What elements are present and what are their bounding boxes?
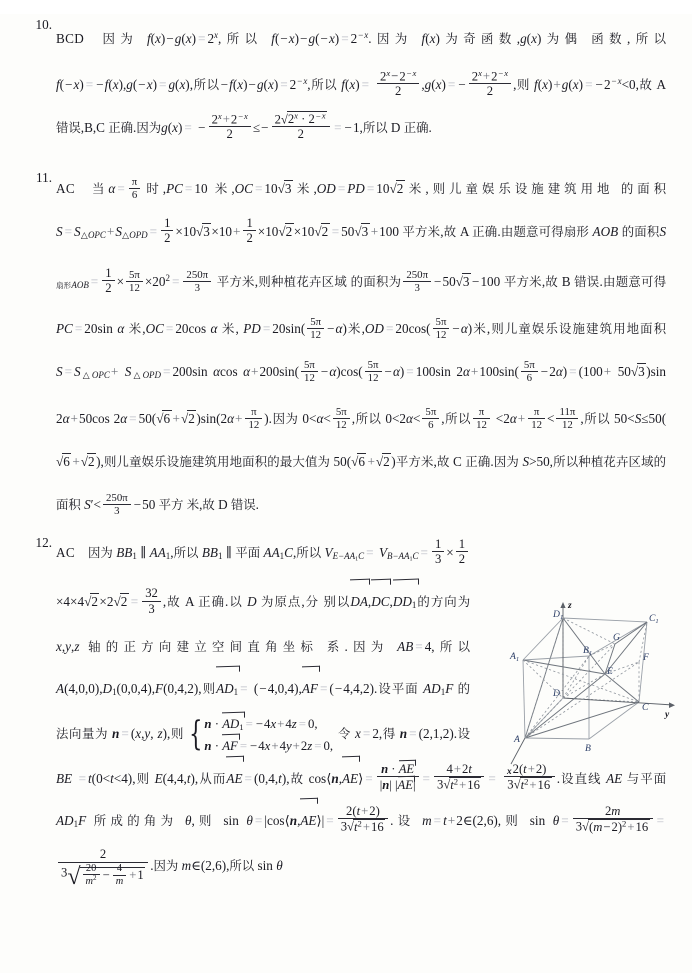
answer-letters: AC (56, 180, 75, 196)
fraction: $\frac{2^x+2^{-x}}{2}$ (209, 112, 251, 142)
line-AE (525, 674, 605, 738)
answer-letters: BCD (56, 30, 85, 46)
dash-DB1 (563, 656, 589, 698)
solution-item-10 (0, 14, 692, 149)
edge-AB (525, 738, 589, 739)
vertex-label-C1: $C_1$ (649, 613, 659, 625)
edge-A1D1 (523, 618, 563, 660)
fraction: $\frac{2√2^x \cdot 2^{-x}}{2}$ (272, 112, 331, 142)
edge-AA1 (523, 660, 525, 738)
vertex-label-B1: $B_1$ (583, 645, 593, 657)
dash-DE (563, 674, 605, 698)
equation-system: { $n \cdot AD_1 = -4x+4z = 0$, n · AF = −4x+4y+2z = 0, (185, 713, 333, 756)
vertex-label-D1: $D_1$ (553, 609, 564, 621)
vertex-label-B: B (585, 743, 591, 754)
solution-number: 10. (35, 17, 52, 32)
solution-body: AC 当α = $\frac{\pi}{6}$ 时,PC = 10 米,OC = 10√3 米,OD = PD = 10√2 米,则儿童娱乐设施建筑用地 的面积$S = S_{\triangle OPC}+S_{\triangle OPD}$ = $\frac{1}{2}$ ×10√3 ×10+ $\frac{1}{2}$ ×10√2 ×10√2 = 50√3 +100 平方米,故 A 正确.由题意可得扇形 AOB 的面积$S_{扇形AOB}$ = $\frac{1}{2}$ × $\frac{5\pi}{12}$ $\times 20^2$ = $\frac{250\pi}{3}$ 平方米,则种植花卉区域 的面积为 $\frac{250\pi}{3}$ −50√3 −100 平方米,故 B 错误.由题意可得 PC = 20sin α 米,OC = 20cos α 米, PD = 20sin( $\frac{5\pi}{12}$ −α)米,OD = 20cos( $\frac{5\pi}{12}$ −α)米,则儿童娱乐设施建筑用地面积 $S = S_{\triangle OPC}+ S_{\triangle OPD} = 200\sin$ αcos α+200sin( $\frac{5\pi}{12}$ −α)cos( $\frac{5\pi}{12}$ −α) = 100sin 2α+100sin( $\frac{5\pi}{6}$ −2α) = (100+ 50√3 )sin 2α+50cos 2α = 50(√6 +√2 )sin(2α+ $\frac{\pi}{12}$ ).因为 0<α< $\frac{5\pi}{12}$ ,所以 0<2α< $\frac{5\pi}{6}$ ,所以 $\frac{\pi}{12}$ <2α+ $\frac{\pi}{12}$ < $\frac{11\pi}{12}$ ,所以 50<S≤50(√6 +√2 ),则儿童娱乐设施建筑用地面积的最大值为 50(√6 +√2 )平方米,故 C 正确.因为 S>50,所以种植花卉区域的面积 S′< $\frac{250\pi}{3}$ −50 平方 米,故 D 错误. (56, 175, 667, 517)
vertex-label-A: A (514, 734, 520, 745)
answer-key-page (0, 14, 692, 973)
cuboid-coordinate-diagram (497, 586, 687, 778)
edge-A1B1 (523, 656, 589, 660)
vertex-label-G: G (613, 632, 620, 643)
vertex-label-F: F (643, 652, 649, 663)
solution-number: 12. (35, 534, 52, 550)
vertex-label-A1: $A_1$ (510, 651, 520, 663)
axis-label-z: z (568, 601, 572, 611)
vertex-label-C: C (642, 702, 649, 713)
answer-letters: AC (56, 544, 75, 560)
vertex-label-D: D (553, 688, 560, 699)
solution-number: 11. (36, 169, 52, 185)
vertex-label-E: E (607, 666, 613, 677)
fraction: $\frac{2^x-2^{-x}}{2}$ (377, 69, 419, 99)
solution-item-11 (0, 167, 692, 526)
edge-BC (589, 702, 639, 739)
dash-A1C (523, 660, 639, 702)
solution-body: AC 因为 $BB_1$ ∥ $AA_1$,所以 $BB_1$ ∥ 平面 $AA_1C$,所以 $V_{E-AA_1C} = V_{B-AA_1C}$ = $\frac{1}{3}$ × $\frac{1}{2}$ ×4×4√2 ×2√2 = $\frac{32}{3}$ ,故 A 正确.以 D 为原点,分 别以$DA,DC,DD_1$的方向为 x,y,z 轴的正方向建立空间直角坐标 系.因为 AB = 4,所以 $A(4,0,0),D_1(0,0,4),F(0,4,2)$,则$AD_1 = (-4,0,4),AF = (-4,4,2)$.设平面 $AD_1F$ 的法向量为 n = (x,y, z),则 { $n \cdot AD_1 = -4x+4z = 0$, n · AF = −4x+4y+2z = 0, 令 x = 2,得 n = (2,1,2).设 BE = t(0<t<4),则 E(4,4,t),从而AE = (0,4,t),故 cos⟨n,AE⟩ = $\frac{n \cdot AE}{|n| |AE|}$ = $\frac{4+2t}{3√t^2+16}$ = $\frac{2(t+2)}{3√t^2+16}$ .设直线 AE 与平面 $AD_1F$ 所成的角为 θ,则 sin θ = |cos⟨n,AE⟩| = $\frac{2(t+2)}{3√t^2+16}$ .设 m = t+2∈(2,6),则 sin θ = $\frac{2m}{3√(m-2)^2+16}$ = 2 3√ $\frac{20}{m^2}$ − $\frac{4}{m}$ +1 .因为 m∈(2,6),所以 sin θ (56, 532, 666, 891)
edge-D1C1 (563, 618, 647, 622)
fraction: $\frac{2^x+2^{-x}}{2}$ (469, 69, 511, 99)
axis-label-x: x (507, 767, 512, 777)
line-EC (605, 674, 639, 702)
dash-D1G (563, 618, 615, 644)
dash-AF (525, 662, 639, 738)
solution-body: BCD 因为 $f(x)-g(x) = 2^x$,所以 $f(-x)-g(-x) = 2^{-x}$.因为 f(x)为奇函数,g(x)为偶 函数,所以 f(−x) = −f(x),g(−x) = g(x),所以$-f(x)-g(x) = 2^{-x}$,所以 f(x) = $\frac{2^x-2^{-x}}{2}$ ,g(x) = − $\frac{2^x+2^{-x}}{2}$ ,则 $f(x)+g(x) = -2^{-x}<0$,故 A 错误,B,C 正确.因为g(x) = − $\frac{2^x+2^{-x}}{2}$ ≤− $\frac{2√2^x \cdot 2^{-x}}{2}$ = −1,所以 D 正确. (56, 30, 667, 142)
axis-label-y: y (665, 710, 670, 720)
